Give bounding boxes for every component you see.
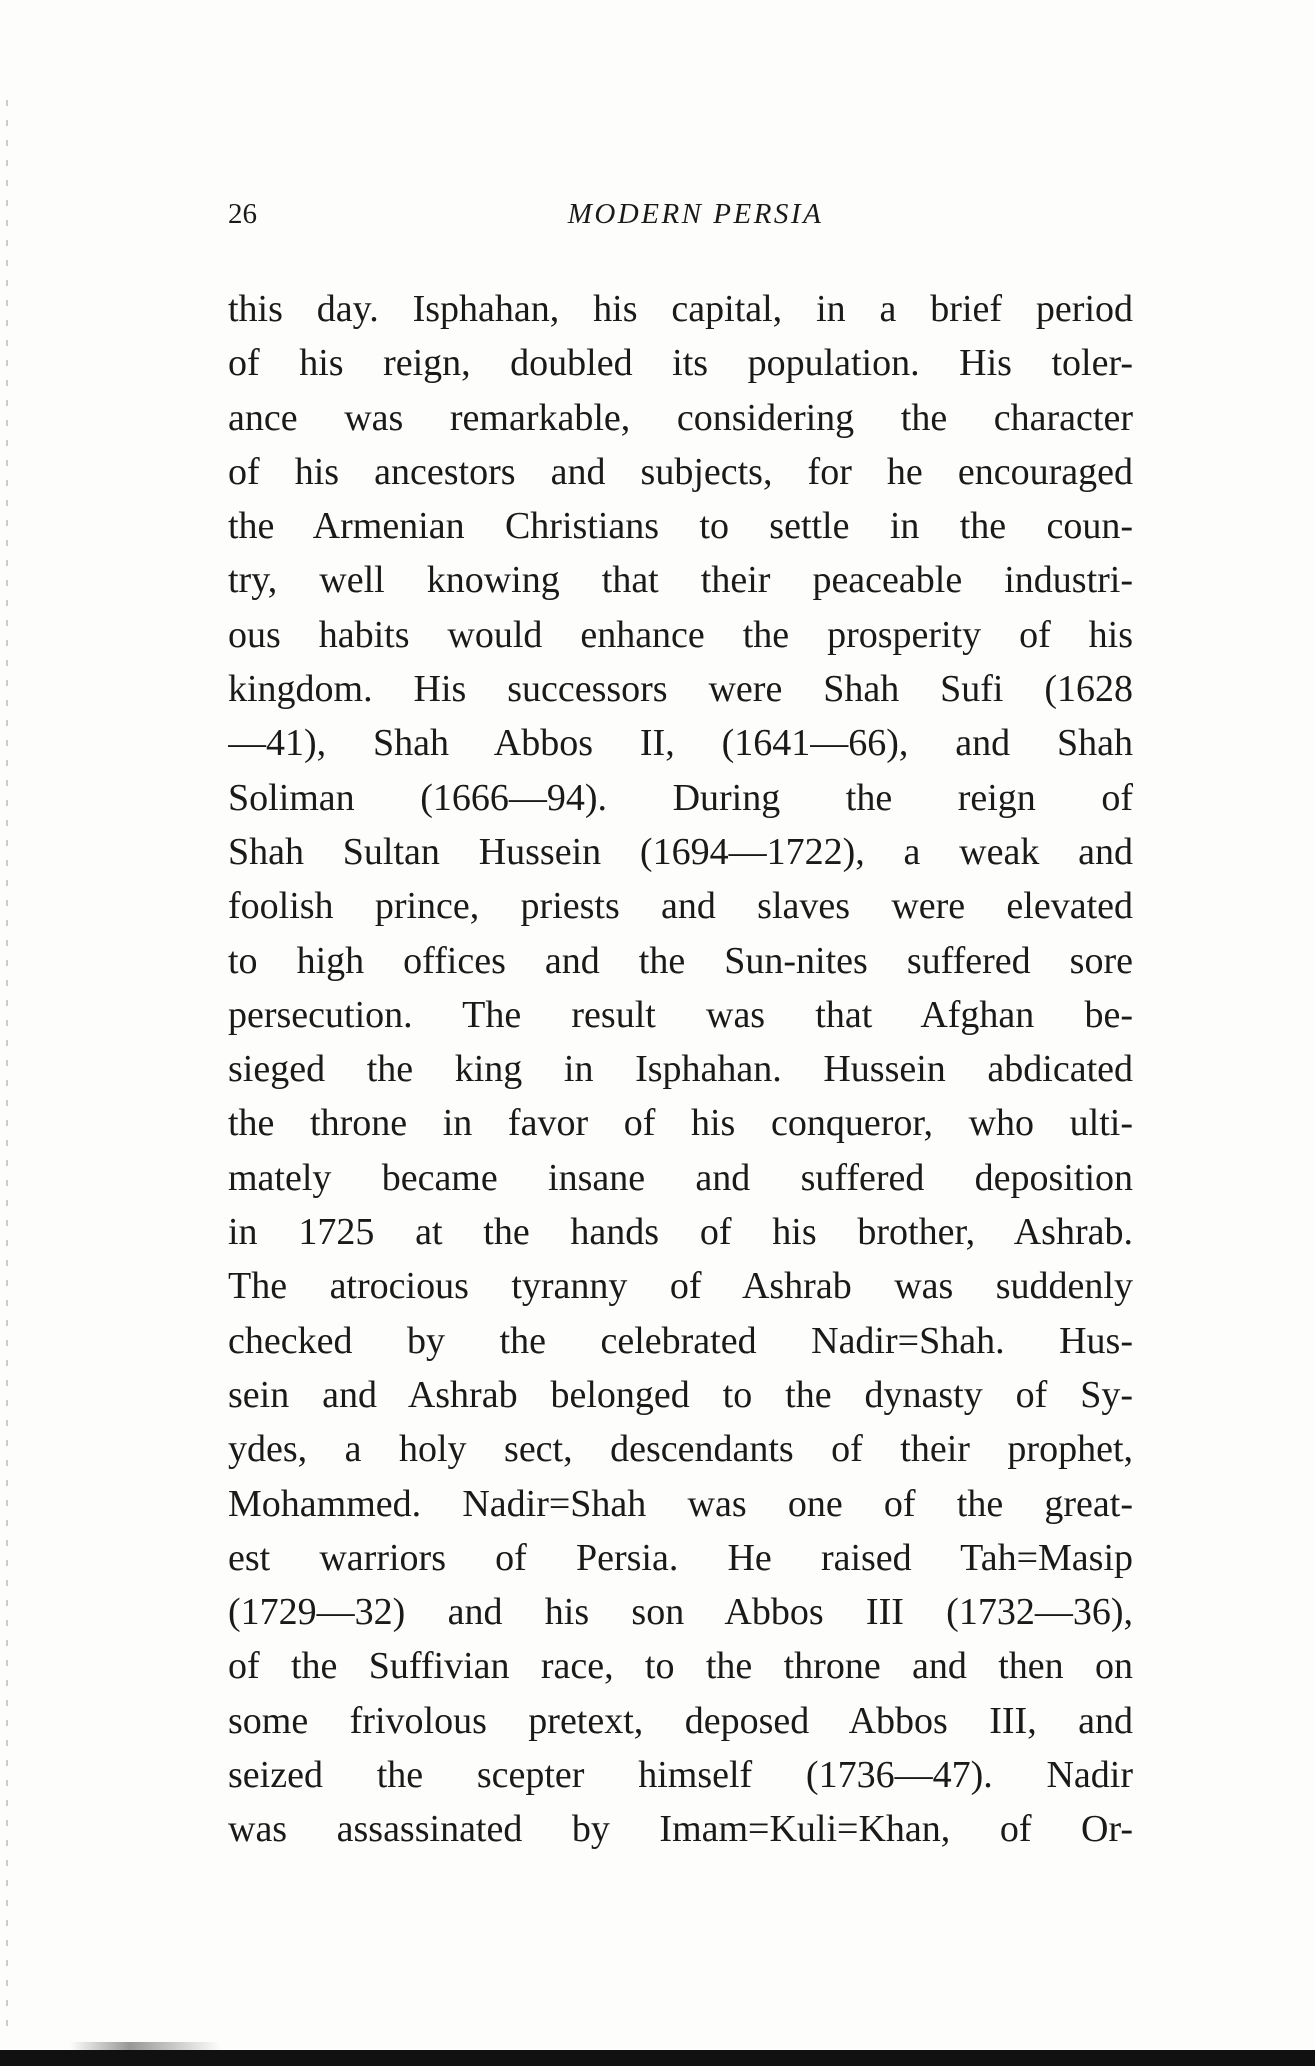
text-line: sieged the king in Isphahan. Hussein abdicated: [228, 1048, 1133, 1091]
text-line: mately became insane and suffered deposition: [228, 1156, 1133, 1199]
text-line: in 1725 at the hands of his brother, Ashrab.: [228, 1211, 1133, 1254]
page-number: 26: [228, 198, 257, 230]
text-line: of his reign, doubled its population. His toler-: [228, 342, 1133, 385]
running-title: MODERN PERSIA: [567, 198, 824, 230]
text-line: seized the scepter himself (1736—47). Nadir: [228, 1754, 1133, 1797]
text-line: of his ancestors and subjects, for he encouraged: [228, 450, 1133, 493]
text-line: ydes, a holy sect, descendants of their prophet,: [228, 1428, 1133, 1471]
text-line: ous habits would enhance the prosperity of his: [228, 613, 1133, 656]
text-line: try, well knowing that their peaceable industri-: [228, 559, 1133, 602]
text-line: persecution. The result was that Afghan be-: [228, 993, 1133, 1036]
text-line: of the Suffivian race, to the throne and then on: [228, 1645, 1133, 1688]
text-line: this day. Isphahan, his capital, in a brief period: [228, 288, 1133, 330]
text-line: ance was remarkable, considering the character: [228, 396, 1133, 439]
page-left-edge-shadow: [6, 100, 8, 2040]
text-line: foolish prince, priests and slaves were elevated: [228, 885, 1133, 928]
text-line: (1729—32) and his son Abbos III (1732—36),: [228, 1591, 1133, 1634]
text-line: to high offices and the Sun-nites suffered sore: [228, 939, 1133, 982]
text-line: Mohammed. Nadir=Shah was one of the great-: [228, 1482, 1133, 1525]
text-line: sein and Ashrab belonged to the dynasty of Sy-: [228, 1373, 1133, 1416]
text-line: —41), Shah Abbos II, (1641—66), and Shah: [228, 722, 1133, 765]
text-line: some frivolous pretext, deposed Abbos III, and: [228, 1699, 1133, 1742]
text-line: the throne in favor of his conqueror, who ulti-: [228, 1102, 1133, 1145]
text-line: est warriors of Persia. He raised Tah=Masip: [228, 1536, 1133, 1579]
page-bottom-edge: [0, 2050, 1315, 2066]
bottom-smudge: [70, 2042, 220, 2050]
text-line: checked by the celebrated Nadir=Shah. Hus-: [228, 1319, 1133, 1362]
text-line: was assassinated by Imam=Kuli=Khan, of Or-: [228, 1808, 1133, 1851]
text-line: Soliman (1666—94). During the reign of: [228, 776, 1133, 819]
text-line: the Armenian Christians to settle in the coun-: [228, 505, 1133, 548]
running-head: [228, 198, 1133, 238]
text-line: The atrocious tyranny of Ashrab was suddenly: [228, 1265, 1133, 1308]
body-text: [228, 282, 1133, 1857]
text-line: Shah Sultan Hussein (1694—1722), a weak and: [228, 830, 1133, 873]
text-line: kingdom. His successors were Shah Sufi (1628: [228, 668, 1133, 711]
